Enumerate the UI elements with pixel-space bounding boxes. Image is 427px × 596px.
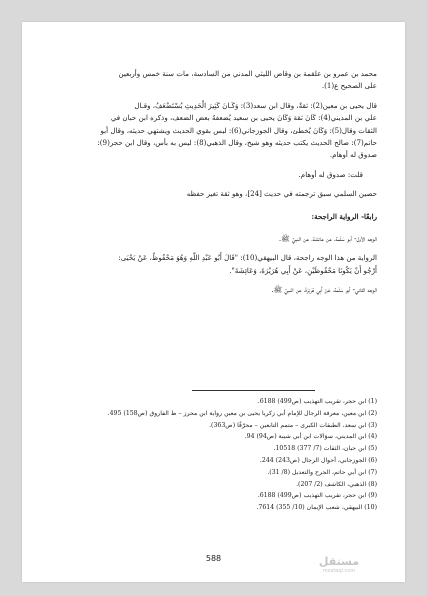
riwaya-line-1: الرواية من هذا الوجه راجحة، قال البيهقي(10): "قَالَ أَبُو عَبْدِ اللَّهِ وَهُوَ مَحْفُوظٌ، عَنْ يَحْيَى:	[118, 253, 377, 263]
watermark-logo: مستقل	[318, 555, 360, 568]
bio-line-3: قال يحيى بن معين(2): ثقةٌ، وقال ابن سعد(3): وَكَـانَ كَثِيرَ الْحَدِيثِ يُسْتَضْعَفُ، وقـال	[134, 100, 377, 110]
bio-line-2: على الصحيح ع(1).	[321, 81, 377, 91]
watermark-site: mostaql.com	[322, 568, 356, 574]
section-heading: رابعًا- الرواية الراجحة:	[311, 211, 377, 221]
page-number: 588	[205, 554, 222, 563]
bio-line-7: صدوق له أوهام.	[329, 150, 377, 160]
footnote-1: (1) ابن حجر، تقريب التهذيب (ص499) 6188.	[257, 398, 377, 405]
first-way: الوجه الأول- أبو سَلَمة، عن عائشة، عن النبيِّ ﷺ.	[278, 234, 377, 244]
second-way: الوجه الثاني- أبو سَلَمة، عَنْ أَبِي هُرَيْرَةَ، عن النبيِّ ﷺ.	[271, 285, 377, 295]
bio-line-4: علي بن المديني(4): كَانَ ثقة وَكَانَ يحيى بن سعيد يُضعفهُ بعض الضعف، وذكره ابن حبان في	[110, 113, 377, 123]
footnote-9: (9) ابن حجر، تقريب التهذيب (ص499) 6188.	[257, 492, 377, 500]
author-note: قلت: صدوق له أوهام.	[298, 169, 363, 179]
footnote-divider	[192, 390, 315, 391]
footnote-7: (7) ابن أبي حاتم، الجرح والتعديل (8/ 31).	[267, 468, 377, 476]
document-page	[22, 22, 405, 582]
main-text	[56, 68, 377, 297]
riwaya-line-2: أَرْجُو أَنْ يَكُونَا مَحْفُوظَيْنِ، عَنْ أَبِي هُرَيْرَةَ، وَعَائِشَةَ".	[229, 265, 377, 275]
footnote-5: (5) ابن حبان، الثقات (7/ 377) 10518.	[273, 445, 377, 453]
bio-line-6: حاتم(7): صالح الحديث يكتب حديثه وهو شيخ، وقال الذهبي(8): ليس به بأس، وقال ابن حجر(9):	[97, 138, 377, 148]
bio-line-5: الثقات وقال(5): وَكَانَ يُخطئ، وقال الجوزجاني(6): ليس بقوي الحديث ويشتهي حديثه، وقال أبو	[100, 125, 377, 135]
husain-note: حصين السلمي سبق ترجمته في حديث [24]، وهو ثقة تغير حفظه	[186, 189, 377, 199]
footnote-2: (2) ابن معين، معرفة الرجال للإمام أبي زكريا يحيى بن معين رواية ابن محرز – ط الفاروق (ص158) 495.	[107, 409, 377, 417]
footnote-8: (8) الذهبي، الكاشف (2/ 207).	[296, 480, 377, 488]
footnote-3: (3) ابن سعد، الطبقات الكبرى – متمم التابعين – محرّقًا (ص363).	[209, 421, 377, 429]
bio-line-1: محمد بن عمرو بن علقمة بن وقاص الليثي المدني من السادسة، مات سنة خمس وأربعين	[118, 69, 377, 78]
footnotes	[56, 396, 377, 514]
footnote-6: (6) الجوزجاني، أحوال الرجال (ص243) 244.	[259, 456, 377, 464]
footnote-10: (10) البيهقي، شعب الإيمان (10/ 355) 7614.	[256, 504, 377, 512]
footnote-4: (4) ابن المديني، سؤالات ابن أبي شيبة (ص94) 94.	[244, 433, 377, 441]
watermark	[318, 556, 360, 574]
